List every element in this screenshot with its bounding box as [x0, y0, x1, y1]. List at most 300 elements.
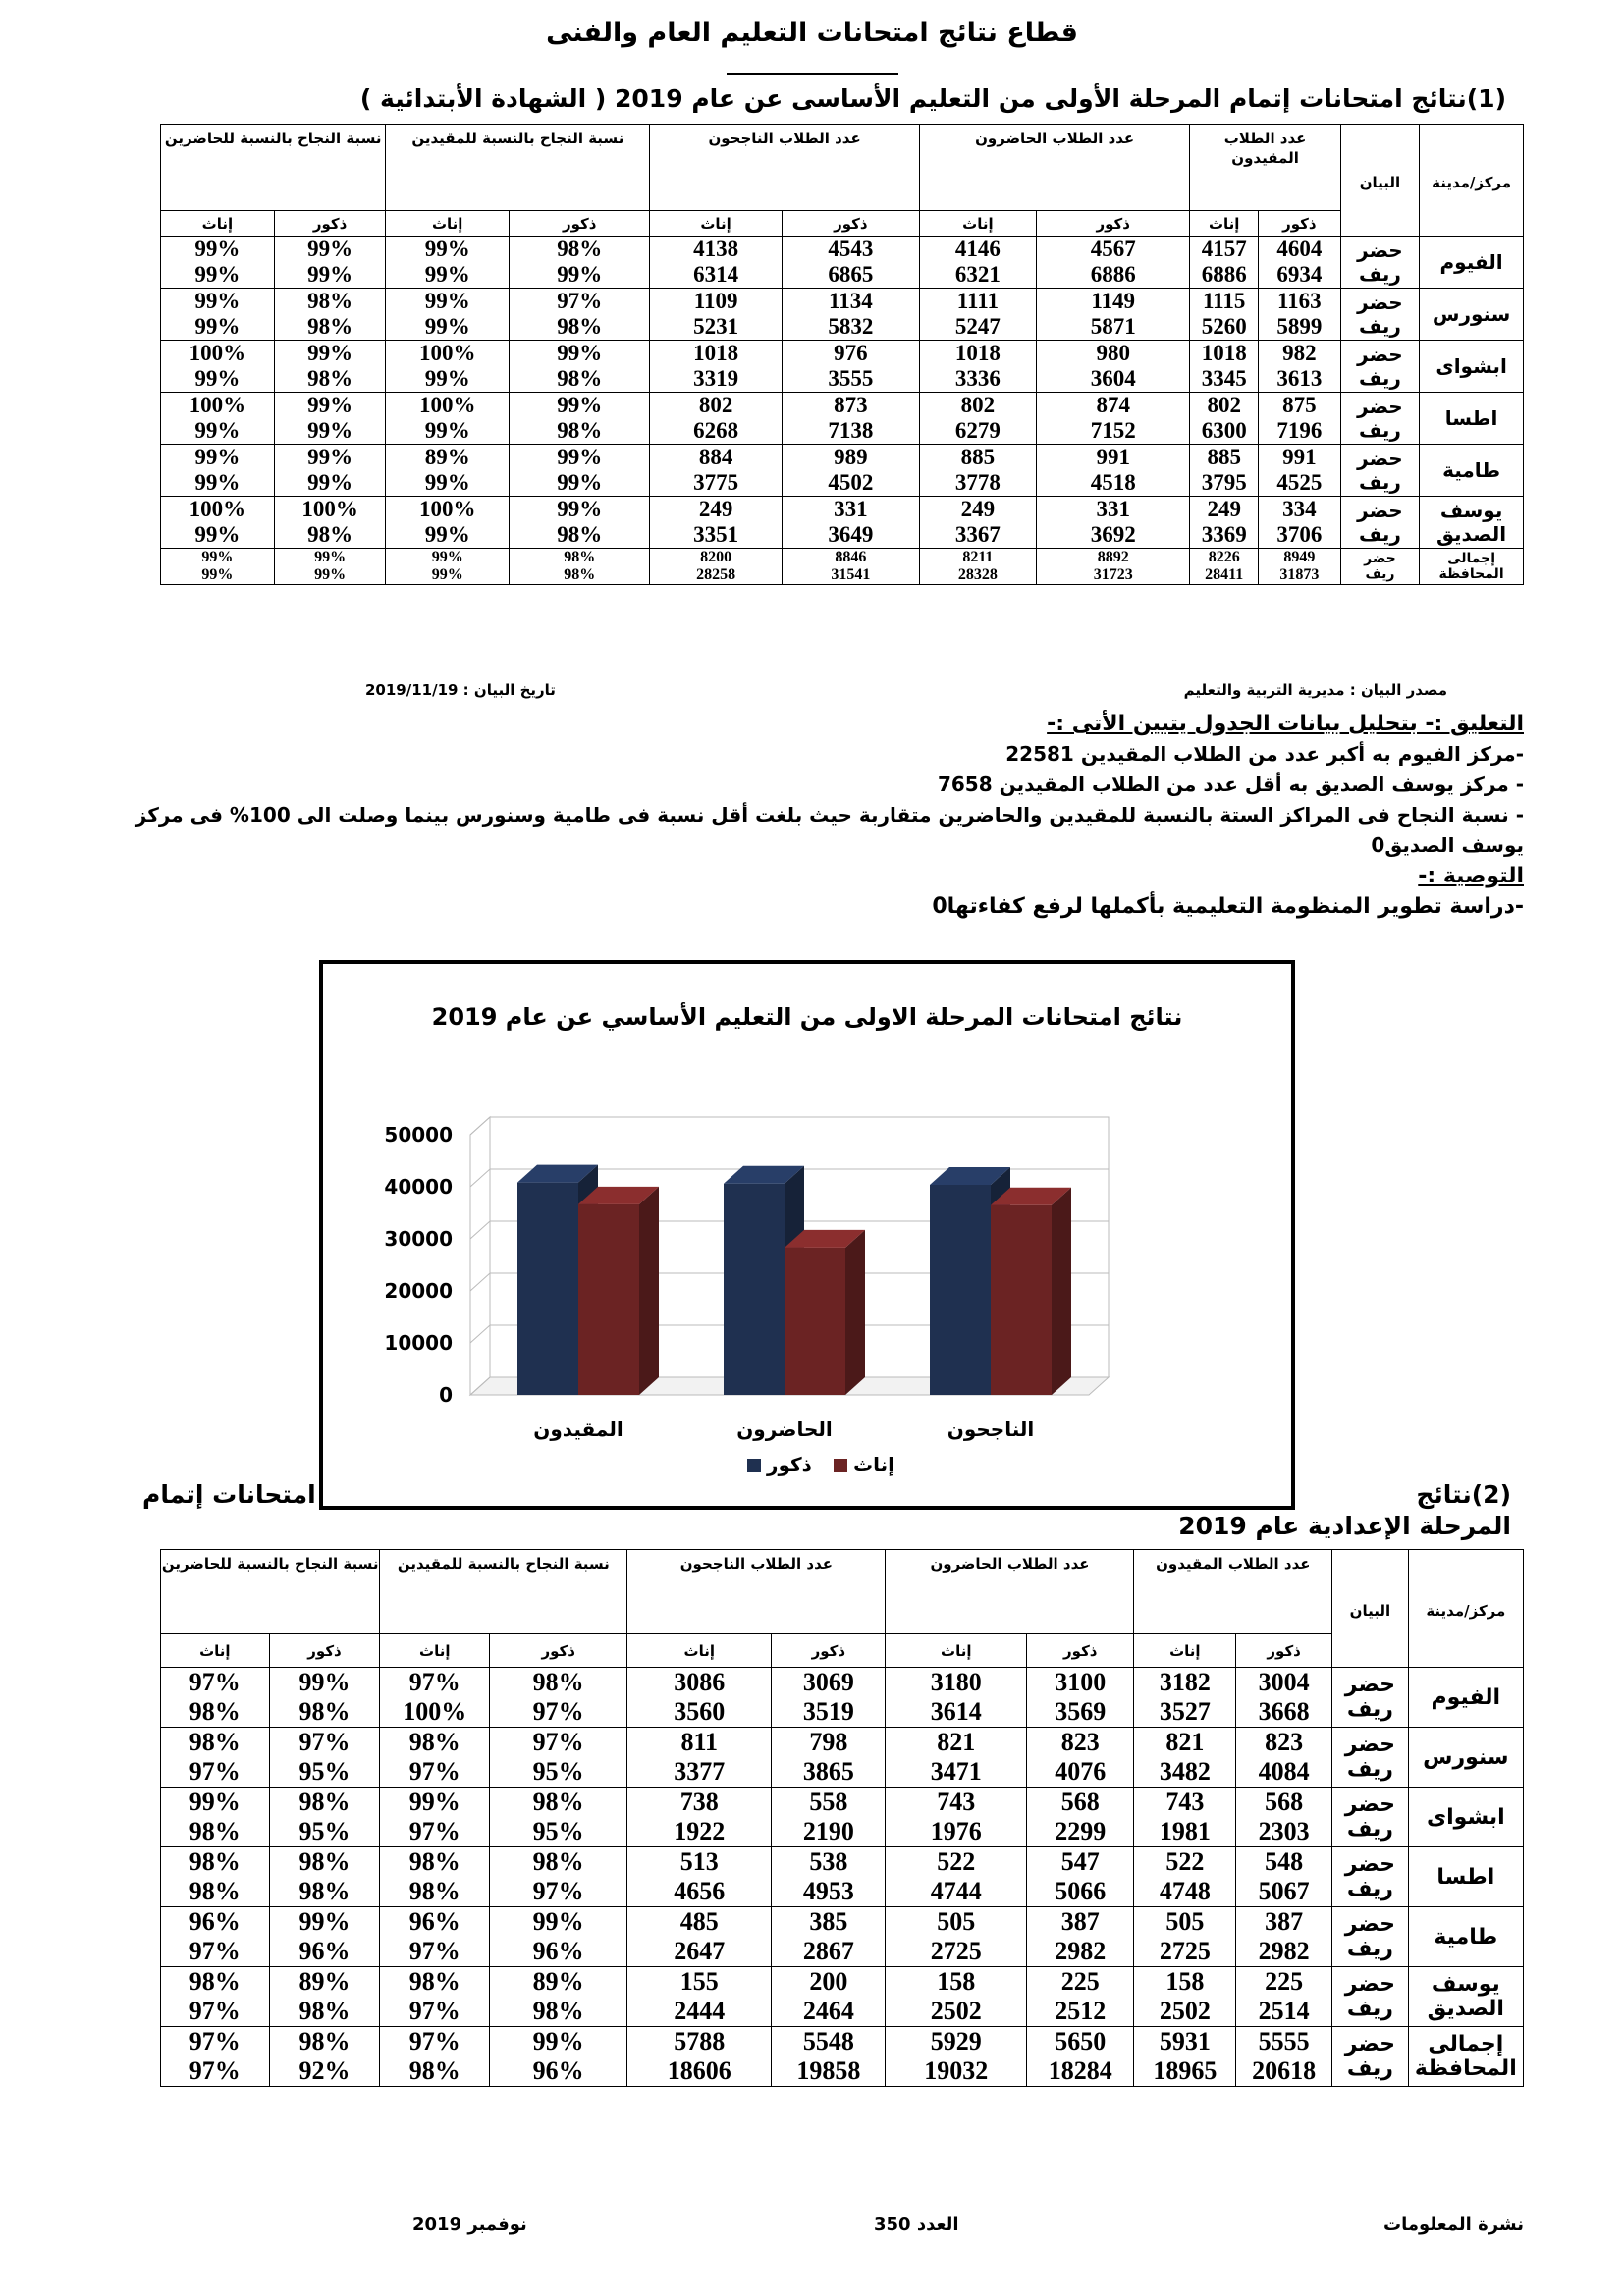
cell-value: 6279 — [954, 418, 1001, 443]
cell-value: 7152 — [1090, 418, 1136, 443]
cell-pas-f — [650, 341, 783, 393]
cell-value: 875 — [1282, 393, 1317, 417]
cell-value: 4567 — [1090, 237, 1136, 261]
cell-value: 884 — [698, 445, 733, 469]
cell-type: ريف — [1346, 1877, 1393, 1901]
cell-rp-f — [161, 549, 275, 585]
cell-value: 100% — [189, 341, 246, 365]
cell-pas-f — [627, 1668, 772, 1728]
cell-value: 387 — [1265, 1907, 1304, 1936]
cell-value: 3569 — [1055, 1697, 1107, 1726]
y-tick-label: 10000 — [384, 1331, 453, 1355]
cell-enr-m — [1236, 1967, 1332, 2027]
cell-rp-m — [274, 445, 386, 497]
cell-value: 99% — [307, 393, 353, 417]
table-row — [161, 445, 1524, 497]
cell-pre-f — [886, 1967, 1027, 2027]
cell-value: 31541 — [831, 566, 871, 583]
cell-value: 99% — [532, 2027, 584, 2056]
commentary-heading: التعليق :- بتحليل بيانات الجدول يتبين الأتى :- — [1047, 712, 1524, 736]
cell-value: 98% — [298, 1997, 351, 2025]
cell-value: 548 — [1265, 1847, 1304, 1876]
cell-value: 249 — [1207, 497, 1241, 521]
cell-re-m — [490, 1907, 627, 1967]
cell-re-f — [386, 289, 510, 341]
cell-value: 4543 — [828, 237, 874, 261]
cell-bayan — [1332, 2027, 1408, 2087]
cell-value: 8226 — [1208, 549, 1240, 565]
cell-value: 98% — [307, 314, 353, 339]
cell-rp-m — [269, 1967, 380, 2027]
cell-value: 99% — [431, 566, 463, 583]
cell-value: 99% — [557, 341, 603, 365]
cell-value: 3367 — [954, 522, 1001, 547]
x-category-label: الحاضرون — [736, 1417, 833, 1441]
cell-rp-m — [269, 1847, 380, 1907]
cell-city: سنورس — [1420, 289, 1524, 341]
header-rate-present: نسبة النجاح بالنسبة للحاضرين — [161, 125, 386, 211]
cell-pre-m — [1036, 445, 1190, 497]
cell-value: 99% — [307, 445, 353, 469]
cell-value: 885 — [1207, 445, 1241, 469]
cell-type: ريف — [1359, 366, 1401, 390]
cell-pas-m — [782, 289, 919, 341]
cell-pas-m — [772, 1668, 886, 1728]
cell-enr-m — [1258, 393, 1340, 445]
cell-pre-f — [886, 1907, 1027, 1967]
cell-pre-m — [1036, 289, 1190, 341]
cell-value: 99% — [532, 1907, 584, 1936]
cell-rp-m — [274, 549, 386, 585]
cell-value: 97% — [408, 1668, 460, 1696]
cell-type: حضر — [1357, 395, 1403, 418]
cell-value: 2299 — [1055, 1817, 1107, 1845]
cell-value: 513 — [679, 1847, 719, 1876]
cell-value: 3614 — [930, 1697, 982, 1726]
cell-value: 8949 — [1283, 549, 1316, 565]
cell-value: 558 — [809, 1788, 848, 1816]
cell-value: 874 — [1096, 393, 1130, 417]
cell-value: 3519 — [802, 1697, 854, 1726]
cell-value: 158 — [1165, 1967, 1205, 1996]
cell-type: ريف — [1359, 522, 1401, 546]
cell-value: 96% — [532, 1937, 584, 1965]
cell-re-f — [380, 1668, 490, 1728]
footer-publication: نشرة المعلومات — [1383, 2215, 1524, 2235]
cell-pas-f — [627, 2027, 772, 2087]
header-bayan: البيان — [1332, 1550, 1408, 1668]
cell-value: 98% — [408, 1728, 460, 1756]
cell-value: 99% — [314, 549, 347, 565]
cell-value: 1109 — [693, 289, 738, 313]
cell-value: 1018 — [954, 341, 1001, 365]
cell-type: ريف — [1346, 1997, 1393, 2021]
cell-type: حضر — [1364, 551, 1396, 566]
cell-rp-m — [274, 497, 386, 549]
cell-value: 99% — [194, 418, 241, 443]
cell-value: 547 — [1060, 1847, 1100, 1876]
chart-title: نتائج امتحانات المرحلة الاولى من التعليم الأساسي عن عام 2019 — [431, 1003, 1183, 1031]
cell-city: يوسف الصديق — [1420, 497, 1524, 549]
cell-value: 982 — [1282, 341, 1317, 365]
cell-value: 98% — [532, 1788, 584, 1816]
cell-value: 97% — [189, 2056, 241, 2085]
cell-re-f — [386, 445, 510, 497]
cell-pre-m — [1036, 497, 1190, 549]
cell-rp-f — [161, 341, 275, 393]
cell-value: 4604 — [1276, 237, 1323, 261]
cell-type: حضر — [1357, 499, 1403, 522]
cell-value: 4502 — [828, 470, 874, 495]
cell-bayan — [1340, 445, 1419, 497]
cell-rp-f — [161, 1967, 270, 2027]
bar-side — [845, 1230, 865, 1395]
cell-value: 92% — [298, 2056, 351, 2085]
cell-value: 3180 — [930, 1668, 982, 1696]
cell-value: 95% — [532, 1817, 584, 1845]
cell-enr-f — [1134, 1668, 1236, 1728]
cell-value: 885 — [960, 445, 996, 469]
header-male: ذكور — [1036, 211, 1190, 237]
cell-value: 28258 — [696, 566, 736, 583]
header-female: إناث — [1134, 1634, 1236, 1668]
cell-value: 3345 — [1201, 366, 1247, 391]
header-rate-present: نسبة النجاح بالنسبة للحاضرين — [161, 1550, 380, 1634]
cell-type: حضر — [1344, 1733, 1395, 1757]
header-female: إناث — [627, 1634, 772, 1668]
cell-value: 5931 — [1159, 2027, 1211, 2056]
header-male: ذكور — [1027, 1634, 1134, 1668]
bar-front — [991, 1205, 1052, 1395]
bar-front — [517, 1183, 578, 1395]
cell-type: حضر — [1344, 1792, 1395, 1817]
cell-value: 6321 — [954, 262, 1001, 287]
cell-rp-f — [161, 393, 275, 445]
cell-type: حضر — [1344, 1852, 1395, 1877]
cell-pas-f — [627, 1728, 772, 1788]
header-male: ذكور — [274, 211, 386, 237]
cell-rp-f — [161, 1907, 270, 1967]
cell-pre-f — [886, 1788, 1027, 1847]
cell-value: 98% — [557, 237, 603, 261]
table-row — [161, 341, 1524, 393]
cell-value: 522 — [937, 1847, 976, 1876]
cell-pas-f — [650, 237, 783, 289]
cell-value: 100% — [418, 341, 476, 365]
cell-type: حضر — [1357, 447, 1403, 470]
cell-value: 98% — [189, 1817, 241, 1845]
cell-value: 99% — [194, 314, 241, 339]
cell-re-m — [490, 1728, 627, 1788]
cell-value: 2982 — [1258, 1937, 1310, 1965]
cell-bayan — [1340, 237, 1419, 289]
cell-value: 98% — [408, 2056, 460, 2085]
cell-value: 505 — [1165, 1907, 1205, 1936]
cell-bayan — [1340, 341, 1419, 393]
cell-city: سنورس — [1408, 1728, 1523, 1788]
header-present: عدد الطلاب الحاضرون — [886, 1550, 1134, 1634]
header-female: إناث — [386, 211, 510, 237]
header-male: ذكور — [1258, 211, 1340, 237]
cell-value: 97% — [189, 1997, 241, 2025]
cell-value: 98% — [557, 418, 603, 443]
cell-value: 1134 — [828, 289, 873, 313]
cell-pas-m — [782, 237, 919, 289]
cell-value: 2725 — [930, 1937, 982, 1965]
cell-value: 5247 — [954, 314, 1001, 339]
cell-value: 96% — [408, 1907, 460, 1936]
cell-value: 99% — [189, 1788, 241, 1816]
cell-enr-f — [1190, 549, 1258, 585]
cell-pas-m — [772, 1967, 886, 2027]
cell-value: 95% — [298, 1757, 351, 1786]
cell-re-f — [380, 1788, 490, 1847]
cell-pas-f — [627, 1788, 772, 1847]
cell-bayan — [1332, 1907, 1408, 1967]
cell-value: 980 — [1096, 341, 1130, 365]
cell-value: 8211 — [962, 549, 994, 565]
commentary — [110, 709, 1524, 922]
cell-pre-m — [1036, 237, 1190, 289]
cell-value: 100% — [301, 497, 358, 521]
cell-value: 4138 — [693, 237, 739, 261]
bar-side — [1052, 1188, 1071, 1395]
cell-value: 6934 — [1276, 262, 1323, 287]
cell-value: 4744 — [930, 1877, 982, 1905]
cell-rp-m — [274, 393, 386, 445]
cell-value: 2464 — [802, 1997, 854, 2025]
cell-enr-m — [1236, 1788, 1332, 1847]
cell-value: 98% — [532, 1997, 584, 2025]
cell-enr-f — [1134, 1788, 1236, 1847]
cell-value: 5871 — [1090, 314, 1136, 339]
header-enrolled: عدد الطلاب المقيدون — [1134, 1550, 1332, 1634]
cell-value: 99% — [314, 566, 347, 583]
y-tick-label: 50000 — [384, 1123, 453, 1147]
cell-re-f — [386, 393, 510, 445]
cell-rp-f — [161, 1668, 270, 1728]
cell-enr-m — [1236, 1668, 1332, 1728]
cell-value: 31723 — [1093, 566, 1133, 583]
cell-type: ريف — [1346, 1937, 1393, 1961]
cell-value: 4748 — [1159, 1877, 1211, 1905]
table2-title-c: المرحلة الإعدادية عام 2019 — [1178, 1512, 1511, 1540]
cell-enr-f — [1134, 1728, 1236, 1788]
cell-value: 18606 — [667, 2056, 731, 2085]
cell-value: 98% — [564, 566, 596, 583]
table-row — [161, 1847, 1524, 1907]
cell-value: 89% — [298, 1967, 351, 1996]
cell-value: 3069 — [802, 1668, 854, 1696]
table-row — [161, 1668, 1524, 1728]
cell-value: 99% — [408, 1788, 460, 1816]
cell-value: 2190 — [802, 1817, 854, 1845]
cell-value: 98% — [408, 1877, 460, 1905]
cell-value: 7196 — [1276, 418, 1323, 443]
cell-value: 99% — [194, 237, 241, 261]
cell-value: 6865 — [828, 262, 874, 287]
header-passed: عدد الطلاب الناجحون — [627, 1550, 886, 1634]
cell-value: 28411 — [1205, 566, 1244, 583]
cell-value: 3369 — [1201, 522, 1247, 547]
cell-city: يوسف الصديق — [1408, 1967, 1523, 2027]
cell-pas-m — [782, 497, 919, 549]
cell-city: طامية — [1420, 445, 1524, 497]
subheader-row — [161, 211, 1524, 237]
cell-city: طامية — [1408, 1907, 1523, 1967]
cell-re-f — [386, 497, 510, 549]
cell-value: 2512 — [1055, 1997, 1107, 2025]
cell-type: حضر — [1344, 1912, 1395, 1937]
cell-value: 99% — [194, 445, 241, 469]
cell-value: 99% — [557, 470, 603, 495]
cell-pas-f — [650, 393, 783, 445]
cell-rp-m — [269, 1788, 380, 1847]
cell-value: 5788 — [674, 2027, 726, 2056]
cell-bayan — [1340, 497, 1419, 549]
title-underline — [727, 73, 898, 75]
cell-value: 100% — [189, 393, 246, 417]
cell-value: 334 — [1282, 497, 1317, 521]
cell-value: 98% — [298, 1788, 351, 1816]
cell-value: 873 — [834, 393, 868, 417]
cell-bayan — [1332, 1668, 1408, 1728]
cell-value: 8892 — [1097, 549, 1129, 565]
cell-value: 99% — [298, 1907, 351, 1936]
x-category-label: الناجحون — [947, 1417, 1035, 1441]
cell-type: حضر — [1344, 1673, 1395, 1697]
y-tick-label: 0 — [439, 1383, 453, 1407]
cell-value: 1018 — [693, 341, 739, 365]
cell-enr-f — [1134, 1907, 1236, 1967]
cell-value: 99% — [194, 522, 241, 547]
cell-value: 155 — [679, 1967, 719, 1996]
cell-pas-f — [627, 1847, 772, 1907]
table2-title-a: (2)نتائج — [1416, 1480, 1511, 1509]
cell-value: 99% — [194, 289, 241, 313]
cell-value: 28328 — [957, 566, 998, 583]
header-female: إناث — [650, 211, 783, 237]
cell-pre-f — [919, 289, 1036, 341]
header-male: ذكور — [1236, 1634, 1332, 1668]
cell-enr-f — [1190, 237, 1258, 289]
cell-value: 3319 — [693, 366, 739, 391]
cell-city: اطسا — [1420, 393, 1524, 445]
legend-label: ذكور — [767, 1453, 812, 1476]
cell-value: 98% — [408, 1847, 460, 1876]
cell-enr-m — [1236, 1907, 1332, 1967]
cell-value: 95% — [532, 1757, 584, 1786]
recommendation-heading: التوصية :- — [1418, 864, 1524, 888]
cell-type: حضر — [1357, 239, 1403, 262]
header-male: ذكور — [772, 1634, 886, 1668]
cell-value: 5067 — [1258, 1877, 1310, 1905]
cell-value: 6886 — [1201, 262, 1247, 287]
cell-value: 4157 — [1201, 237, 1247, 261]
cell-value: 3865 — [802, 1757, 854, 1786]
cell-re-m — [490, 1788, 627, 1847]
cell-bayan — [1332, 1788, 1408, 1847]
cell-type: حضر — [1344, 1972, 1395, 1997]
y-tick-label: 20000 — [384, 1279, 453, 1303]
cell-city: الفيوم — [1408, 1668, 1523, 1728]
cell-value: 3351 — [693, 522, 739, 547]
cell-type: ريف — [1346, 2056, 1393, 2081]
chart-frame — [319, 960, 1295, 1510]
cell-re-f — [386, 237, 510, 289]
cell-value: 2647 — [674, 1937, 726, 1965]
cell-rp-m — [274, 289, 386, 341]
cell-value: 249 — [698, 497, 733, 521]
cell-value: 98% — [532, 1668, 584, 1696]
cell-value: 98% — [564, 549, 596, 565]
cell-pre-f — [919, 497, 1036, 549]
y-tick-label: 30000 — [384, 1227, 453, 1251]
cell-enr-f — [1190, 341, 1258, 393]
cell-value: 2303 — [1258, 1817, 1310, 1845]
cell-rp-f — [161, 2027, 270, 2087]
cell-value: 100% — [418, 497, 476, 521]
cell-value: 97% — [532, 1697, 584, 1726]
cell-value: 802 — [960, 393, 996, 417]
cell-value: 5231 — [693, 314, 739, 339]
header-present: عدد الطلاب الحاضرون — [919, 125, 1190, 211]
cell-rp-m — [269, 2027, 380, 2087]
bar-side — [639, 1187, 659, 1395]
header-female: إناث — [380, 1634, 490, 1668]
cell-value: 2502 — [930, 1997, 982, 2025]
cell-value: 99% — [201, 566, 234, 583]
cell-pre-m — [1027, 2027, 1134, 2087]
table-row — [161, 1967, 1524, 2027]
cell-pre-f — [919, 393, 1036, 445]
cell-bayan — [1332, 1847, 1408, 1907]
cell-re-m — [490, 1668, 627, 1728]
cell-value: 99% — [424, 237, 470, 261]
cell-pas-f — [650, 445, 783, 497]
cell-value: 97% — [408, 2027, 460, 2056]
cell-value: 3100 — [1055, 1668, 1107, 1696]
header-enrolled: عدد الطلاب المقيدون — [1190, 125, 1340, 211]
cell-value: 3482 — [1159, 1757, 1211, 1786]
cell-rp-f — [161, 1788, 270, 1847]
cell-enr-f — [1134, 1967, 1236, 2027]
cell-value: 100% — [403, 1697, 467, 1726]
chart-bar — [785, 1230, 865, 1395]
cell-value: 1163 — [1276, 289, 1322, 313]
cell-value: 1981 — [1159, 1817, 1211, 1845]
cell-value: 96% — [532, 2056, 584, 2085]
cell-pre-f — [919, 237, 1036, 289]
cell-value: 331 — [1096, 497, 1130, 521]
cell-value: 3182 — [1159, 1668, 1211, 1696]
cell-rp-f — [161, 289, 275, 341]
subheader-row — [161, 1634, 1524, 1668]
cell-value: 5555 — [1258, 2027, 1310, 2056]
cell-value: 99% — [194, 366, 241, 391]
table-row — [161, 2027, 1524, 2087]
cell-pas-m — [782, 445, 919, 497]
cell-enr-m — [1236, 2027, 1332, 2087]
cell-re-f — [380, 1728, 490, 1788]
header-city: مركز/مدينة — [1420, 125, 1524, 237]
cell-value: 823 — [1265, 1728, 1304, 1756]
cell-re-m — [510, 237, 650, 289]
cell-value: 331 — [834, 497, 868, 521]
cell-value: 99% — [424, 314, 470, 339]
cell-pre-f — [886, 1847, 1027, 1907]
table-row — [161, 237, 1524, 289]
